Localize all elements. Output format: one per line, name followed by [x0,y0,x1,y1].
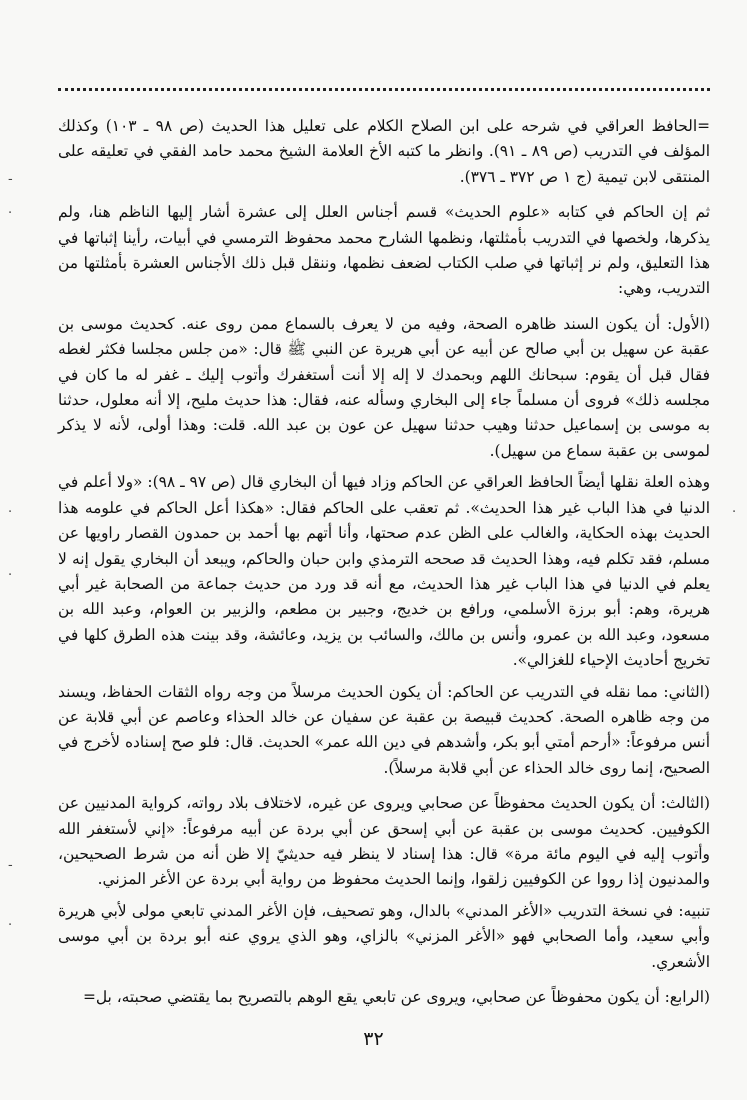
paragraph-iraqi-note: وهذه العلة نقلها أيضاً الحافظ العراقي عن الحاكم وزاد فيها أن البخاري قال (ص ٩٧ ـ ٩٨): «ولا أعلم في الدنيا في هذا الباب غير هذا الحديث». ثم تعقب على الحاكم فقال: «هكذا أعل الحاكم في علومه هذا الحديث بهذه الحكاية، والغالب على الظن عدم صحتها، وأنا أتهم بها أحمد بن حمدون القصار راويها عن مسلم، فقد تكلم فيه، وهذا الحديث قد صححه الترمذي وابن حبان والحاكم، ويبعد أن البخاري يقول إنه لا يعلم في الدنيا في هذا الباب غير هذا الحديث، مع أنه قد ورد من حديث جماعة من الصحابة غير أبي هريرة، وهم: أبو برزة الأسلمي، ورافع بن خديج، وجبير بن مطعم، والزبير بن العوام، وعبد الله بن مسعود، وعبد الله بن عمرو، وأنس بن مالك، والسائب بن يزيد، وعائشة، وقد بينت هذه الطرق كلها في تخريج أحاديث الإحياء للغزالي». [58,473,710,670]
paragraph-notice: تنبيه: في نسخة التدريب «الأغر المدني» بالدال، وهو تصحيف، فإن الأغر المدني تابعي مولى لأبي هريرة وأبي سعيد، وأما الصحابي فهو «الأغر المزني» بالزاي، وهو الذي يروي عنه أبو بردة بن أبي موسى الأشعري. [58,901,710,971]
paragraph-continuation: =الحافظ العراقي في شرحه على ابن الصلاح الكلام على تعليل هذا الحديث (ص ٩٨ ـ ١٠٣) وكذلك المؤلف في التدريب (ص ٨٩ ـ ٩١). وانظر ما كتبه الأخ العلامة الشيخ محمد حامد الفقي في تعليقه على المنتقى لابن تيمية (ج ١ ص ٣٧٢ ـ ٣٧٦). [58,117,711,186]
footnote-body [58,114,710,1016]
margin-mark: · [8,568,13,583]
page-number: ٣٢ [363,1028,384,1050]
margin-mark: · [8,206,13,221]
margin-mark: · [8,505,13,520]
margin-mark: · [732,505,737,520]
margin-mark: - [8,858,13,873]
paragraph-third-type: (الثالث: أن يكون الحديث محفوظاً عن صحابي ويروى عن غيره، لاختلاف بلاد رواته، كرواية المدنيين عن الكوفيين. كحديث موسى بن عقبة عن أبي إسحق عن أبي بردة عن أبيه مرفوعاً: «إني لأستغفر الله وأتوب إليه في اليوم مائة مرة» قال: هذا إسناد لا ينظر فيه حديثيّ إلا ظن أنه من شرط الصحيحين، والمدنيون إذا رووا عن الكوفيين زلقوا، وإنما الحديث محفوظ من رواية أبي بردة عن الأغر المزني. [58,794,710,889]
paragraph-intro: ثم إن الحاكم في كتابه «علوم الحديث» قسم أجناس العلل إلى عشرة أشار إليها الناظم هنا، ولم يذكرها، ولخصها في التدريب بأمثلتها، ونظمها الشارح محمد محفوظ الترمسي في أبيات، رأينا إثباتها في هذا التعليق، ولم نر إثباتها في صلب الكتاب لضعف نظمها، وننقل قبل ذلك الأجناس العشرة بأمثلتها من التدريب، وهي: [58,203,710,298]
margin-mark: - [8,172,13,187]
paragraph-fourth-type: (الرابع: أن يكون محفوظاً عن صحابي، ويروى عن تابعي يقع الوهم بالتصريح بما يقتضي صحبته، بل= [82,988,710,1006]
paragraph-second-type: (الثاني: مما نقله في التدريب عن الحاكم: أن يكون الحديث مرسلاً من وجه رواه الثقات الحفاظ، ويسند من وجه ظاهره الصحة. كحديث قبيصة بن عقبة عن سفيان عن خالد الحذاء وعاصم عن أبي قلابة عن أنس مرفوعاً: «أرحم أمتي أبو بكر، وأشدهم في دين الله عمر» الحديث. قال: فلو صح إسناده لأخرج في الصحيح، إنما روى خالد الحذاء عن أبي قلابة مرسلاً). [58,682,710,777]
margin-mark: · [8,918,13,933]
footnote-separator [58,88,710,91]
paragraph-first-type: (الأول: أن يكون السند ظاهره الصحة، وفيه من لا يعرف بالسماع ممن روى عنه. كحديث موسى بن عقبة عن سهيل بن أبي صالح عن أبيه عن أبي هريرة عن النبي ﷺ قال: «من جلس مجلسا فكثر لغطه فقال قبل أن يقوم: سبحانك اللهم وبحمدك لا إله إلا أنت أستغفرك وأتوب إليك ـ غفر له ما كان في مجلسه ذلك» فروى أن مسلماً جاء إلى البخاري وسأله عنه، فقال: هذا حديث مليح، إلا أنه معلول، حدثنا به موسى بن إسماعيل حدثنا وهيب حدثنا سهيل عن عون بن عبد الله. قلت: وهذا أولى، لأنه لا يذكر لموسى بن عقبة سماع من سهيل). [58,314,710,460]
